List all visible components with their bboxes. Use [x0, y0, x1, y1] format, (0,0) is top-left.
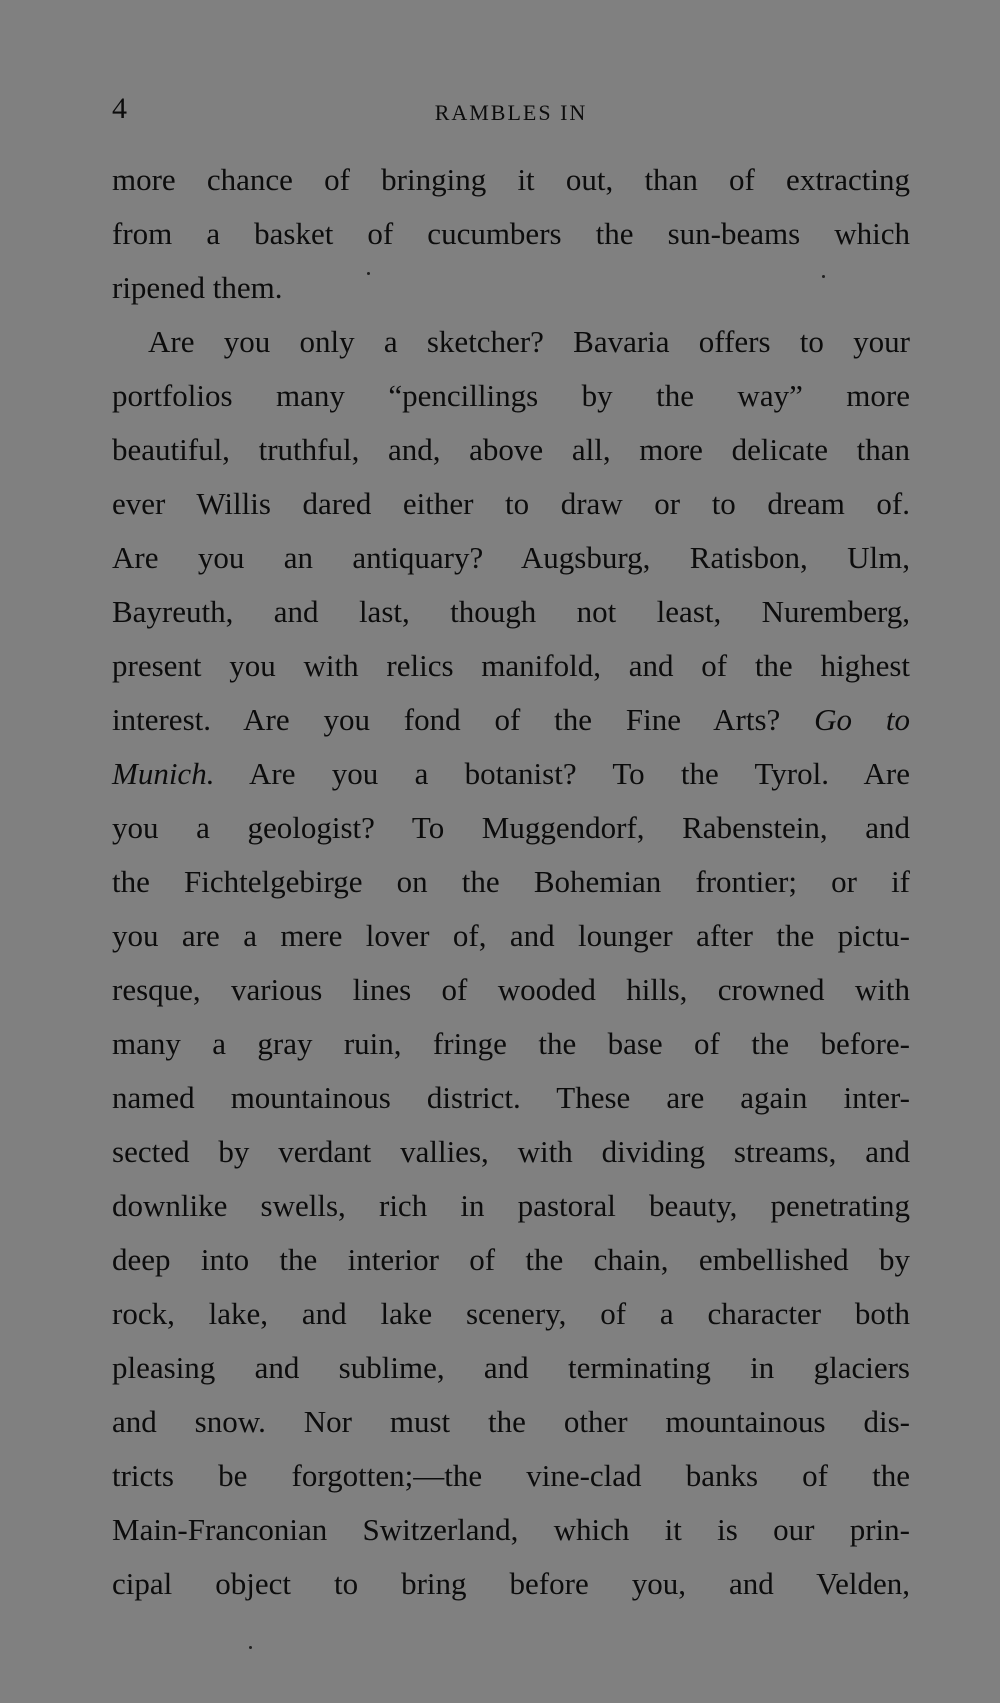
text-line: deep into the interior of the chain, embellished by — [112, 1242, 910, 1277]
italic-text: Go to — [814, 702, 911, 737]
ink-speck — [249, 1646, 252, 1649]
text-line: present you with relics manifold, and of the highest — [112, 648, 910, 683]
text-line — [112, 693, 910, 747]
body-text — [112, 153, 910, 1611]
text-line: ever Willis dared either to draw or to dream of. — [112, 486, 910, 521]
text-line: you a geologist? To Muggendorf, Rabenstein, and — [112, 810, 910, 845]
text-line: Bayreuth, and last, though not least, Nuremberg, — [112, 594, 910, 629]
text-line: the Fichtelgebirge on the Bohemian frontier; or if — [112, 864, 910, 899]
text-line: beautiful, truthful, and, above all, more delicate than — [112, 432, 910, 467]
text-line: Main-Franconian Switzerland, which it is our prin- — [112, 1512, 910, 1547]
page-number: 4 — [112, 92, 127, 125]
text-line: more chance of bringing it out, than of extracting — [112, 162, 910, 197]
text-line: Are you only a sketcher? Bavaria offers to your — [148, 324, 910, 359]
italic-text: Munich. — [112, 756, 215, 791]
text-segment: Are you a botanist? To the Tyrol. Are — [249, 756, 911, 791]
page-header — [112, 92, 910, 132]
text-segment: interest. Are you fond of the Fine Arts? — [112, 702, 781, 737]
text-line: from a basket of cucumbers the sun-beams which — [112, 216, 910, 251]
text-line: pleasing and sublime, and terminating in glaciers — [112, 1350, 910, 1385]
text-line: resque, various lines of wooded hills, crowned with — [112, 972, 910, 1007]
text-line: many a gray ruin, fringe the base of the before- — [112, 1026, 910, 1061]
text-line: tricts be forgotten;—the vine-clad banks of the — [112, 1458, 910, 1493]
text-line: ripened them. — [112, 270, 283, 305]
text-line: cipal object to bring before you, and Velden, — [112, 1566, 910, 1601]
ink-speck — [822, 275, 825, 278]
running-head: RAMBLES IN — [434, 100, 588, 125]
text-line — [112, 747, 910, 801]
ink-speck — [367, 272, 370, 275]
text-line: rock, lake, and lake scenery, of a character both — [112, 1296, 910, 1331]
text-line: and snow. Nor must the other mountainous dis- — [112, 1404, 910, 1439]
text-line: Are you an antiquary? Augsburg, Ratisbon, Ulm, — [112, 540, 910, 575]
text-line: you are a mere lover of, and lounger after the pictu- — [112, 918, 910, 953]
text-line: downlike swells, rich in pastoral beauty, penetrating — [112, 1188, 910, 1223]
text-line: portfolios many “pencillings by the way” more — [112, 378, 910, 413]
text-line: sected by verdant vallies, with dividing streams, and — [112, 1134, 910, 1169]
text-line: named mountainous district. These are again inter- — [112, 1080, 910, 1115]
